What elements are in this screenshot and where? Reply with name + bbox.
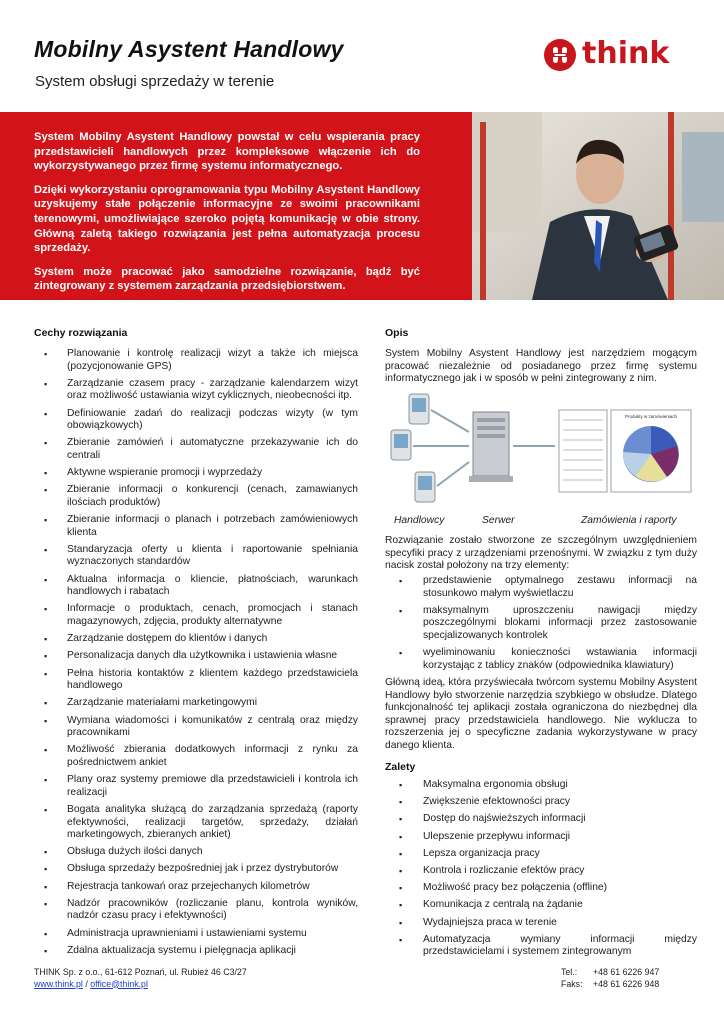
footer-separator: / [82,978,91,989]
list-item: ▪ Zbieranie informacji o konkurencji (cenach, zamawianych ilościach produktów) [34,484,358,509]
diagram-label-salespeople: Handlowcy [394,515,445,526]
email-link[interactable]: office@think.pl [90,978,148,989]
server-icon [469,412,513,482]
list-item: ▪ Obsługa sprzedaży bezpośredniej jak i przez dystrybutorów [34,863,358,876]
description-intro: System Mobilny Asystent Handlowy jest narzędziem mogącym pracować niezależnie od posiadanego przez firmę systemu informatycznego jak i w sposób w pełni zintegrowany z nim. [385,348,697,385]
description-para2: Rozwiązanie zostało stworzone ze szczególnym uwzględnieniem specyfiki pracy z urządzeniami przenośnymi. W związku z tym duży nacisk został położony na trzy elementy: [385,535,697,572]
hero-text [34,130,420,303]
page-title: Mobilny Asystent Handlowy [34,36,344,62]
list-item: ▪ Aktywne wspieranie promocji i wyprzedaży [34,467,358,480]
list-item: ▪ Kontrola i rozliczanie efektów pracy [385,865,697,878]
hero-banner [0,112,724,300]
elements-list [385,575,697,677]
list-item: ▪ Możliwość zbierania dodatkowych informacji z rynku za pośrednictwem ankiet [34,744,358,769]
features-list [34,348,358,962]
list-item: ▪ Informacje o produktach, cenach, promocjach i stanach magazynowych, zdjęcia, produkty alternatywne [34,603,358,628]
system-diagram-illustration [385,390,697,512]
tel-label: Tel.: [561,967,578,977]
list-item: ▪ Planowanie i kontrolę realizacji wizyt a także ich miejsca (pozycjonowanie GPS) [34,348,358,373]
tel-number: +48 61 6226 947 [593,967,660,977]
hero-paragraph-2: Dzięki wykorzystaniu oprogramowania typu Mobilny Asystent Handlowy uzyskujemy stałe połączenie informacyjne ze swoimi pracownikami terenowymi, umożliwiające szeroko pojętą komunikację w obie strony. Główną zaletą takiego rozwiązania jest pełna automatyzacja procesu sprzedaży. [34,183,420,255]
list-item: ▪ Nadzór pracowników (rozliczanie planu, kontrola wyników, nadzór czasu pracy i efektywności) [34,898,358,923]
list-item: ▪ Zbieranie informacji o planach i potrzebach zamówieniowych klienta [34,514,358,539]
hero-red-panel [0,112,472,300]
features-heading: Cechy rozwiązania [34,327,128,339]
diagram-label-reports: Zamówienia i raporty [581,515,677,526]
list-item: ▪ Ulepszenie przepływu informacji [385,831,697,844]
list-item: ▪ Zarządzanie materiałami marketingowymi [34,697,358,710]
list-item: ▪ Lepsza organizacja pracy [385,848,697,861]
hero-paragraph-1: System Mobilny Asystent Handlowy powstał w celu wspierania pracy przedstawicieli handlowych przez kompleksowe włączenie ich do wykorzystywanego przez firmę systemu informatycznego. [34,131,420,173]
list-item: ▪ Administracja uprawnieniami i ustawieniami systemu [34,928,358,941]
fax-number: +48 61 6226 948 [593,978,660,989]
list-item: ▪ Plany oraz systemy premiowe dla przedstawicieli i kontrola ich realizacji [34,774,358,799]
description-para3: Główną ideą, która przyświecała twórcom systemu Mobilny Asystent Handlowy było stworzenie narzędzia szybkiego w obsłudze. Dlatego funkcjonalność tej aplikacji została ograniczona do niezbędnej dla sprawnej pracy przedstawiciela handlowego. Nie wyklucza to rozszerzenia jej o specyficzne zadania wykorzystywane w pracy danego klienta. [385,677,697,751]
list-item: ▪ Obsługa dużych ilości danych [34,846,358,859]
list-item: ▪ Rejestracja tankowań oraz przejechanych kilometrów [34,881,358,894]
list-item: ▪ wyeliminowaniu konieczności wstawiania informacji korzystając z tablicy znaków (odpowiednika klawiatury) [385,647,697,672]
list-item: ▪ Automatyzacja wymiany informacji między przedstawicielami i systemem zintegrowanym [385,934,697,959]
list-item: ▪ Maksymalna ergonomia obsługi [385,779,697,792]
report-title: Produkty w zamówieniach [624,414,678,419]
report-icon [559,410,691,492]
description-heading: Opis [385,327,409,339]
list-item: ▪ Wydajniejsza praca w terenie [385,917,697,930]
list-item: ▪ Komunikacja z centralą na żądanie [385,899,697,912]
fax-label: Faks: [561,978,583,989]
diagram-label-server: Serwer [482,515,515,526]
list-item: ▪ Zarządzanie czasem pracy - zarządzanie kalendarzem wizyt oraz możliwość ustawiania wizyt cyklicznych, nieobecności itp. [34,378,358,403]
think-logo-text: think [582,36,670,71]
think-logo-icon [543,38,577,72]
list-item: ▪ przedstawienie optymalnego zestawu informacji na stosunkowo małym wyświetlaczu [385,575,697,600]
system-diagram [385,390,697,512]
website-link[interactable]: www.think.pl [34,978,83,989]
list-item: ▪ Personalizacja danych dla użytkownika i ustawienia własne [34,650,358,663]
list-item: ▪ Zdalna aktualizacja systemu i pielęgnacja aplikacji [34,945,358,958]
list-item: ▪ Pełna historia kontaktów z klientem każdego przedstawiciela handlowego [34,668,358,693]
list-item: ▪ Aktualna informacja o kliencie, płatnościach, warunkach handlowych i rabatach [34,574,358,599]
list-item: ▪ Bogata analityka służącą do zarządzania sprzedażą (raporty efektywności, realizacji targetów, sprzedaży, działań marketingowych, zbieranych ankiet) [34,804,358,842]
list-item: ▪ Zwiększenie efektowności pracy [385,796,697,809]
footer-links [34,979,247,991]
pda-icon [391,394,435,502]
salesman-photo-illustration [472,112,724,300]
advantages-heading: Zalety [385,761,416,773]
footer-contact [34,967,247,990]
salesman-photo [472,112,724,300]
list-item: ▪ maksymalnym uproszczeniu nawigacji między poszczególnymi blokami informacji przez zastosowanie specjalizowanych kontrolek [385,605,697,643]
list-item: ▪ Zbieranie zamówień i automatyczne przekazywanie ich do centrali [34,437,358,462]
list-item: ▪ Zarządzanie dostępem do klientów i danych [34,633,358,646]
list-item: ▪ Dostęp do najświeższych informacji [385,813,697,826]
list-item: ▪ Możliwość pracy bez połączenia (offline) [385,882,697,895]
footer-phone [561,967,659,990]
list-item: ▪ Wymiana wiadomości i komunikatów z centralą oraz między pracownikami [34,715,358,740]
hero-paragraph-3: System może pracować jako samodzielne rozwiązanie, bądź być zintegrowany z systemem zarządzania przedsiębiorstwem. [34,265,420,293]
list-item: ▪ Standaryzacja oferty u klienta i raportowanie spełniania wyznaczonych standardów [34,544,358,569]
list-item: ▪ Definiowanie zadań do realizacji podczas wizyty (w tym obowiązkowych) [34,408,358,433]
advantages-list [385,779,697,963]
footer-address: THINK Sp. z o.o., 61-612 Poznań, ul. Rubież 46 C3/27 [34,967,247,977]
page-subtitle: System obsługi sprzedaży w terenie [35,73,275,90]
